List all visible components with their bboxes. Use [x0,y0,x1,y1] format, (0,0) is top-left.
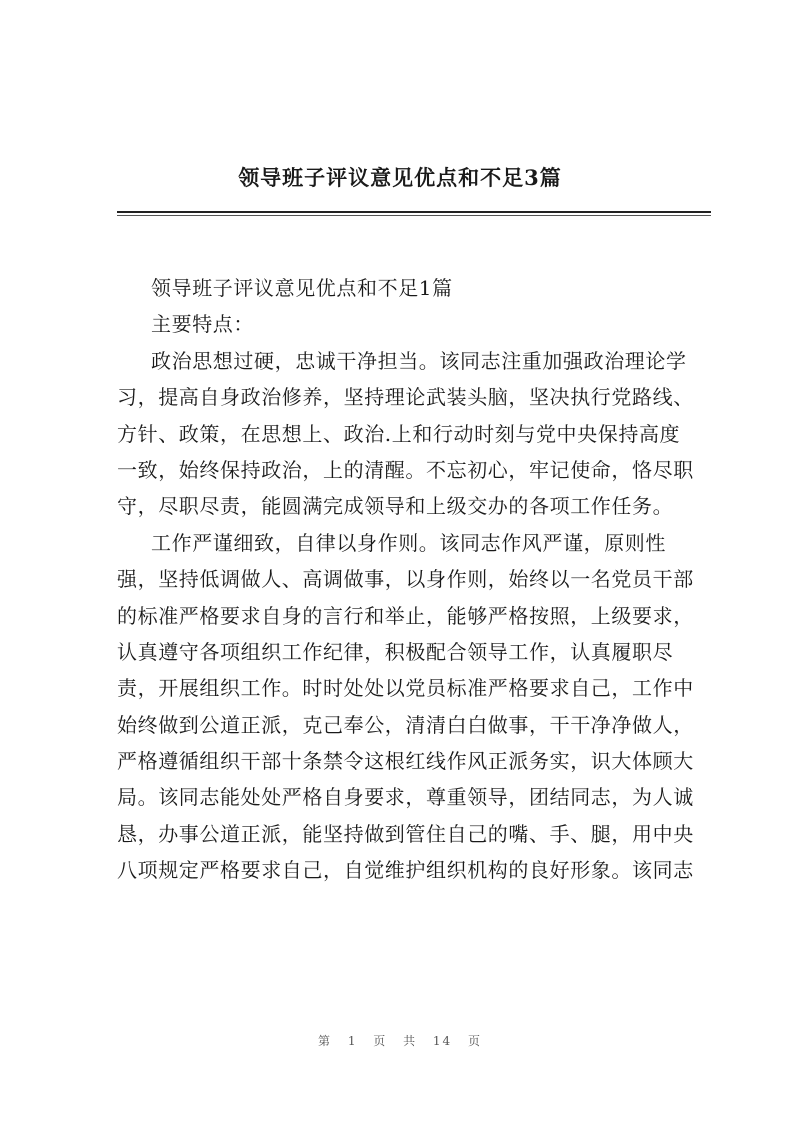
paragraph-line: 强，坚持低调做人、高调做事，以身作则，始终以一名党员干部 [117,567,694,592]
paragraph-line: 政治思想过硬，忠诚干净担当。该同志注重加强政治理论学 [151,348,687,373]
paragraph-line: 严格遵循组织干部十条禁令这根红线作风正派务实，识大体顾大 [117,749,694,774]
paragraph-line: 局。该同志能处处严格自身要求，尊重领导，团结同志，为人诚 [117,785,694,810]
page-title: 领导班子评议意见优点和不足3篇 [238,165,562,190]
section-heading: 领导班子评议意见优点和不足1篇 [151,276,453,300]
page-number-footer: 第 1 页 共 14 页 [318,1034,482,1048]
paragraph-line: 认真遵守各项组织工作纪律，积极配合领导工作，认真履职尽 [117,639,674,664]
paragraph-line: 方针、政策，在思想上、政治.上和行动时刻与党中央保持高度 [117,421,681,446]
paragraph-line: 一致，始终保持政治，上的清醒。不忘初心，牢记使命，恪尽职 [117,457,694,482]
document-body [117,270,711,889]
paragraph-line: 恳，办事公道正派，能坚持做到管住自己的嘴、手、腿，用中央 [117,821,694,846]
subheading: 主要特点： [151,312,254,337]
paragraph-line: 的标准严格要求自身的言行和举止，能够严格按照，上级要求， [117,603,694,628]
paragraph-line: 始终做到公道正派，克己奉公，清清白白做事，干干净净做人， [117,712,694,737]
title-divider [117,211,711,213]
paragraph-line: 责，开展组织工作。时时处处以党员标准严格要求自己，工作中 [117,676,694,701]
paragraph-line: 工作严谨细致，自律以身作则。该同志作风严谨，原则性 [151,530,666,555]
paragraph-line: 守，尽职尽责，能圆满完成领导和上级交办的各项工作任务。 [117,494,674,519]
paragraph-line: 八项规定严格要求自己，自觉维护组织机构的良好形象。该同志 [117,858,694,883]
paragraph-line: 习，提高自身政治修养，坚持理论武装头脑，坚决执行党路线、 [117,385,694,410]
